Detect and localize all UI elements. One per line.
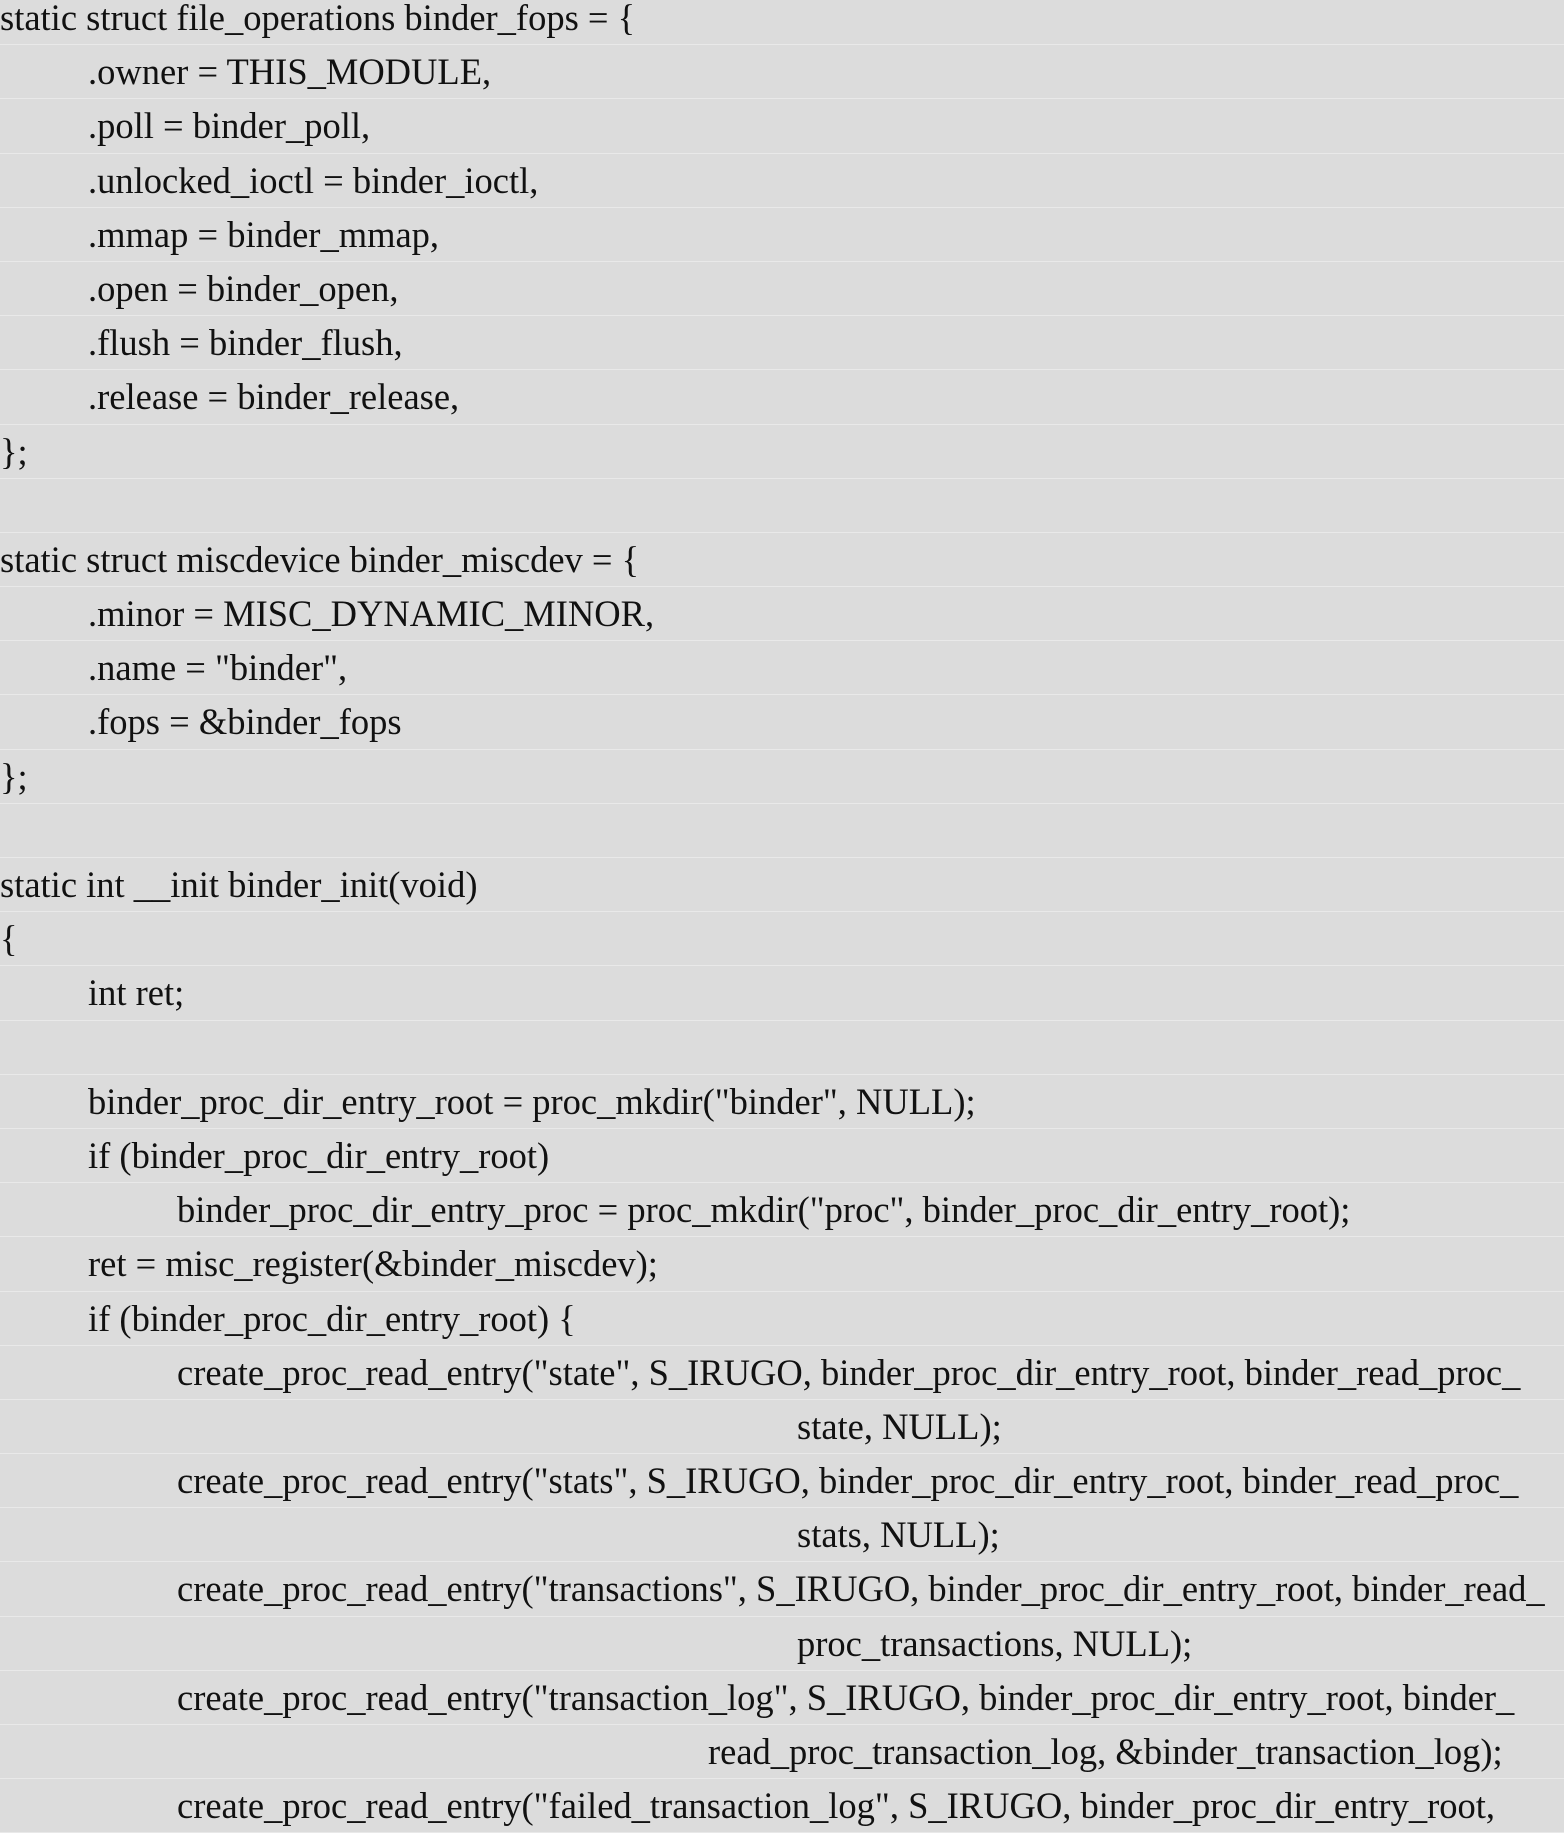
code-line: create_proc_read_entry("transaction_log", S_IRUGO, binder_proc_dir_entry_root, binder_ (0, 1671, 1564, 1725)
code-line: if (binder_proc_dir_entry_root) (0, 1129, 1564, 1183)
code-line: binder_proc_dir_entry_root = proc_mkdir("binder", NULL); (0, 1075, 1564, 1129)
code-line: static struct miscdevice binder_miscdev = { (0, 533, 1564, 587)
code-line: .name = "binder", (0, 641, 1564, 695)
code-line: { (0, 912, 1564, 966)
code-line-continuation: read_proc_transaction_log, &binder_transaction_log); (0, 1725, 1564, 1779)
code-line: int ret; (0, 966, 1564, 1020)
code-line-continuation: stats, NULL); (0, 1508, 1564, 1562)
code-line-continuation: state, NULL); (0, 1400, 1564, 1454)
code-line: }; (0, 750, 1564, 804)
code-line-blank (0, 1021, 1564, 1075)
code-line: static struct file_operations binder_fops = { (0, 0, 1564, 45)
code-line: create_proc_read_entry("transactions", S_IRUGO, binder_proc_dir_entry_root, binder_read_ (0, 1562, 1564, 1616)
code-line: ret = misc_register(&binder_miscdev); (0, 1237, 1564, 1291)
code-line: .minor = MISC_DYNAMIC_MINOR, (0, 587, 1564, 641)
code-line: create_proc_read_entry("state", S_IRUGO, binder_proc_dir_entry_root, binder_read_proc_ (0, 1346, 1564, 1400)
code-line: .open = binder_open, (0, 262, 1564, 316)
code-line-continuation: proc_transactions, NULL); (0, 1617, 1564, 1671)
code-line: .mmap = binder_mmap, (0, 208, 1564, 262)
code-line: static int __init binder_init(void) (0, 858, 1564, 912)
code-line: .owner = THIS_MODULE, (0, 45, 1564, 99)
code-line: create_proc_read_entry("stats", S_IRUGO, binder_proc_dir_entry_root, binder_read_proc_ (0, 1454, 1564, 1508)
code-line: .unlocked_ioctl = binder_ioctl, (0, 154, 1564, 208)
code-line: if (binder_proc_dir_entry_root) { (0, 1292, 1564, 1346)
code-line: .fops = &binder_fops (0, 695, 1564, 749)
code-line: binder_proc_dir_entry_proc = proc_mkdir("proc", binder_proc_dir_entry_root); (0, 1183, 1564, 1237)
code-line: .release = binder_release, (0, 370, 1564, 424)
code-line: create_proc_read_entry("failed_transaction_log", S_IRUGO, binder_proc_dir_entry_root, (0, 1779, 1564, 1833)
code-line: .poll = binder_poll, (0, 99, 1564, 153)
code-line-blank (0, 804, 1564, 858)
code-line-blank (0, 479, 1564, 533)
code-line: }; (0, 425, 1564, 479)
code-line: .flush = binder_flush, (0, 316, 1564, 370)
